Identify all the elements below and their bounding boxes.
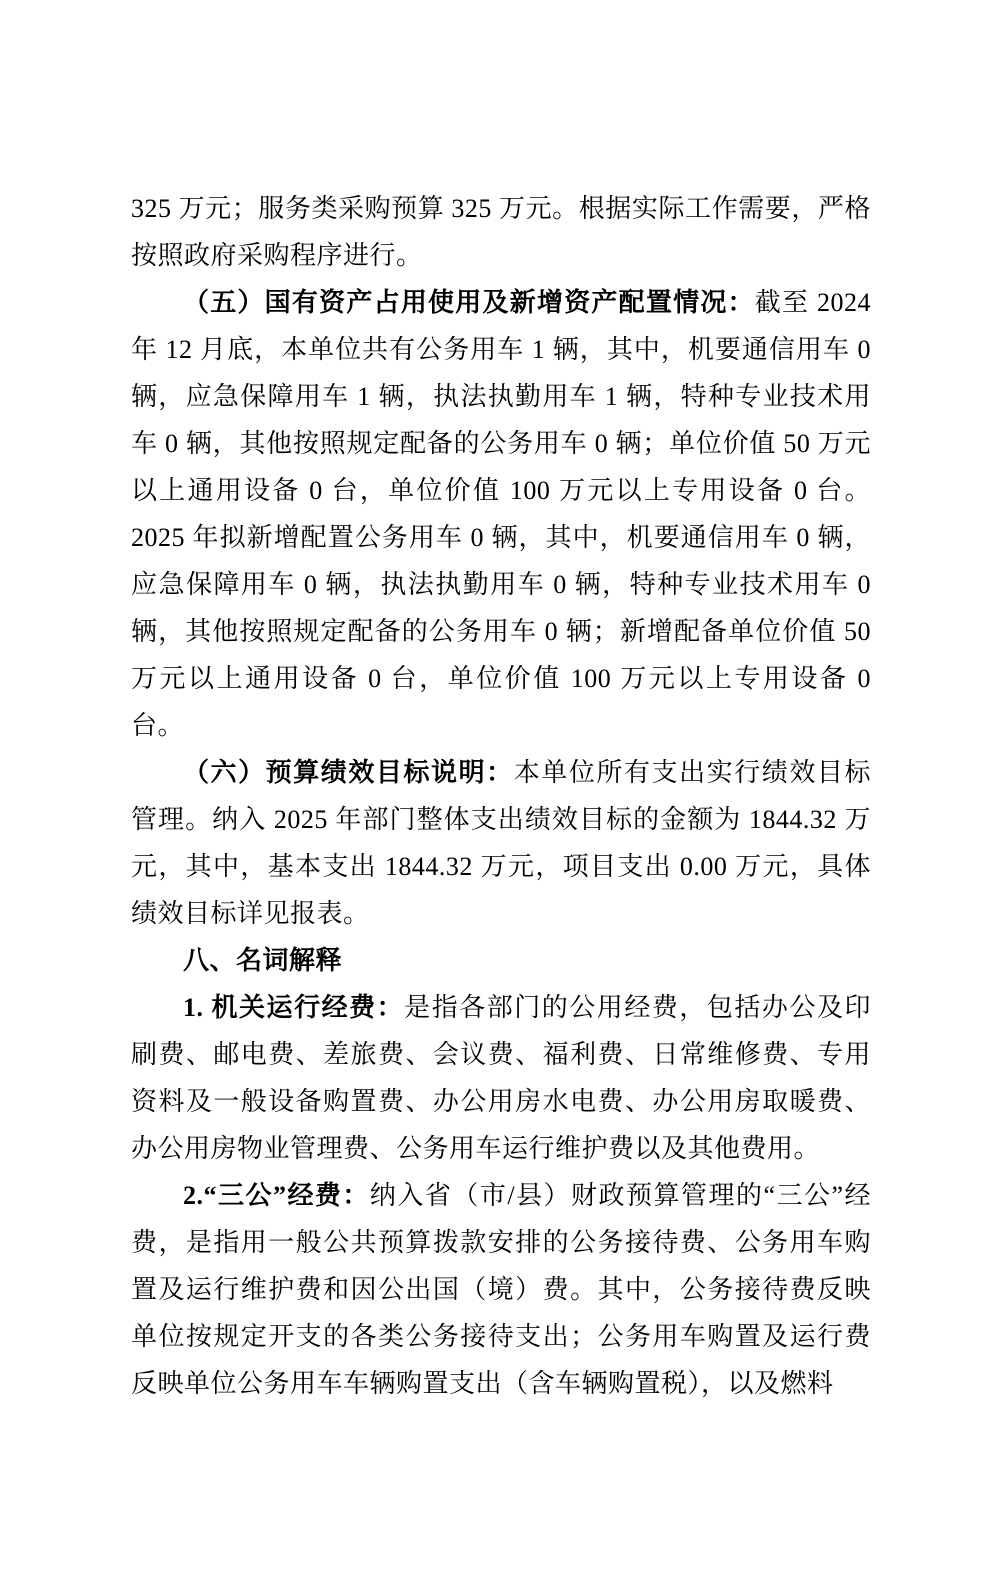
bold-text-segment: 八、名词解释 [183, 946, 343, 975]
document-body [131, 185, 871, 1407]
paragraph-term-2-three-public-funds [131, 1172, 871, 1407]
bold-text-segment: 2.“三公”经费： [183, 1181, 370, 1210]
body-text-segment: 本单位所有支出实行绩效目标管理。纳入 2025 年部门整体支出绩效目标的金额为 1844.32 万元，其中，基本支出 1844.32 万元，项目支出 0.00 万元，具体绩效目标详见报表。 [131, 758, 871, 928]
bold-text-segment: （六）预算绩效目标说明： [183, 758, 514, 787]
body-text-segment: 纳入省（市/县）财政预算管理的“三公”经费，是指用一般公共预算拨款安排的公务接待费、公务用车购置及运行维护费和因公出国（境）费。其中，公务接待费反映单位按规定开支的各类公务接待支出；公务用车购置及运行费反映单位公务用车车辆购置支出（含车辆购置税），以及燃料 [131, 1181, 871, 1398]
bold-text-segment: （五）国有资产占用使用及新增资产配置情况： [183, 288, 755, 317]
body-text-segment: 截至 2024 年 12 月底，本单位共有公务用车 1 辆，其中，机要通信用车 0 辆，应急保障用车 1 辆，执法执勤用车 1 辆，特种专业技术用车 0 辆，其他按照规定配备的公务用车 0 辆；单位价值 50 万元以上通用设备 0 台，单位价值 100 万元以上专用设备 0 台。2025 年拟新增配置公务用车 0 辆，其中，机要通信用车 0 辆，应急保障用车 0 辆，执法执勤用车 0 辆，特种专业技术用车 0 辆，其他按照规定配备的公务用车 0 辆；新增配备单位价值 50 万元以上通用设备 0 台，单位价值 100 万元以上专用设备 0 台。 [131, 288, 871, 740]
body-text-segment: 325 万元；服务类采购预算 325 万元。根据实际工作需要，严格按照政府采购程序进行。 [131, 194, 871, 270]
paragraph-procurement-continuation [131, 185, 871, 279]
paragraph-term-1-operating-expenses [131, 984, 871, 1172]
paragraph-section-5-state-assets [131, 279, 871, 749]
bold-text-segment: 1. 机关运行经费： [183, 993, 405, 1022]
body-text-segment: 是指各部门的公用经费，包括办公及印刷费、邮电费、差旅费、会议费、福利费、日常维修费、专用资料及一般设备购置费、办公用房水电费、办公用房取暖费、办公用房物业管理费、公务用车运行维护费以及其他费用。 [131, 993, 871, 1163]
paragraph-section-6-performance-goals [131, 749, 871, 937]
heading-section-8-glossary [131, 937, 871, 984]
